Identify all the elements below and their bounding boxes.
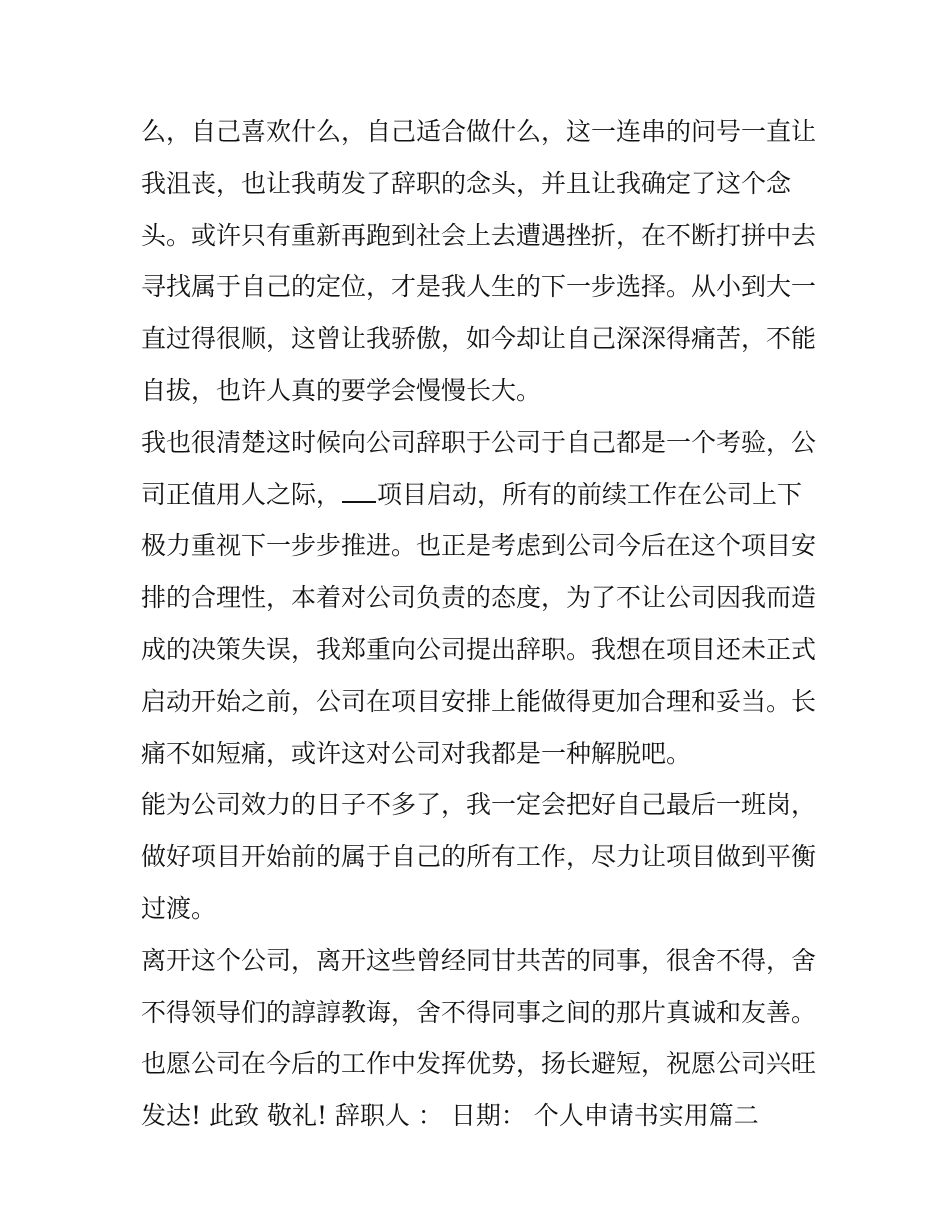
text-segment: 项目启动，所有的前续工作在公司上下: [377, 479, 803, 509]
paragraph-1: [141, 106, 821, 417]
paragraph-2: [141, 417, 821, 780]
text-line: 做好项目开始前的属于自己的所有工作，尽力让项目做到平衡: [141, 842, 817, 872]
text-line: 启动开始之前，公司在项目安排上能做得更加合理和妥当。长: [141, 686, 817, 716]
text-line: 离开这个公司，离开这些曾经同甘共苦的同事，很舍不得，舍: [141, 945, 817, 975]
text-line: 成的决策失误，我郑重向公司提出辞职。我想在项目还未正式: [141, 634, 817, 664]
text-line: 也愿公司在今后的工作中发挥优势，扬长避短，祝愿公司兴旺: [141, 1049, 817, 1079]
text-line: 寻找属于自己的定位，才是我人生的下一步选择。从小到大一: [141, 272, 817, 302]
text-line: 直过得很顺，这曾让我骄傲，如今却让自己深深得痛苦，不能: [141, 324, 817, 354]
text-line: 能为公司效力的日子不多了，我一定会把好自己最后一班岗，: [141, 790, 817, 820]
document-body: [141, 106, 821, 1142]
text-line: 痛不如短痛，或许这对公司对我都是一种解脱吧。: [141, 738, 692, 768]
text-line: 我也很清楚这时候向公司辞职于公司于自己都是一个考验，公: [141, 427, 817, 457]
text-line: 我沮丧，也让我萌发了辞职的念头，并且让我确定了这个念: [141, 168, 792, 198]
text-line: 不得领导们的諄諄教诲，舍不得同事之间的那片真诚和友善。: [141, 997, 817, 1027]
text-line: 过渡。: [141, 893, 217, 923]
text-line: 头。或许只有重新再跑到社会上去遭遇挫折，在不断打拼中去: [141, 220, 817, 250]
paragraph-4: [141, 935, 821, 1142]
text-line-with-blank: [141, 469, 821, 521]
text-line: 自拔，也许人真的要学会慢慢长大。: [141, 375, 542, 405]
paragraph-3: [141, 779, 821, 934]
text-segment: 司正值用人之际，: [141, 479, 342, 509]
text-line: 么，自己喜欢什么，自己适合做什么，这一连串的问号一直让: [141, 117, 817, 146]
text-line: 发达! 此致 敬礼! 辞职人 ： 日期： 个人申请书实用篇二: [141, 1101, 759, 1131]
text-line: 排的合理性，本着对公司负责的态度，为了不让公司因我而造: [141, 583, 817, 613]
text-line: 极力重视下一步步推进。也正是考虑到公司今后在这个项目安: [141, 531, 817, 561]
fill-in-blank: [342, 479, 376, 503]
